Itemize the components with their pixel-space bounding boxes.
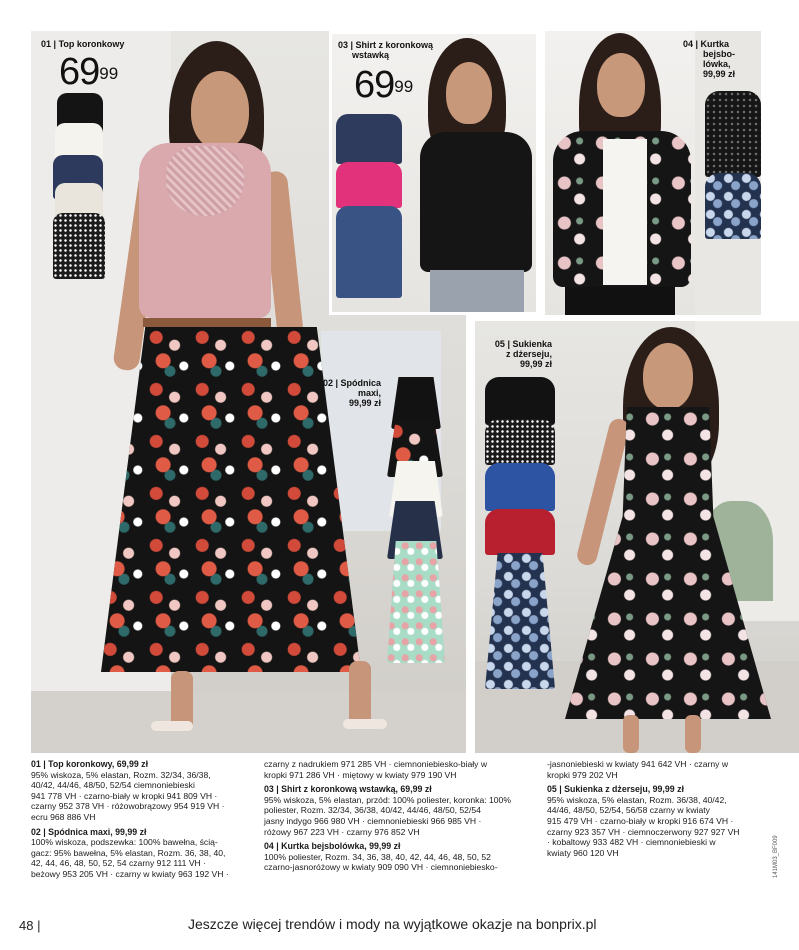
product-label-01: 01 | Top koronkowy bbox=[41, 39, 125, 49]
description-title: 05 | Sukienka z dżerseju, 99,99 zł bbox=[547, 784, 684, 795]
description-title: 02 | Spódnica maxi, 99,99 zł bbox=[31, 826, 147, 837]
description-column-3: -jasnoniebieski w kwiaty 941 642 VH · czarny w kropki 979 202 VH 05 | Sukienka z dżerseju, 99,99 zł 95% wiskoza, 5% elastan, Rozm. 36/38, 40/42, 44/46, 48/50, 52/54, 56/58 czarny w kwiaty 915 479 VH · czarno-biały w kropki 916 674 VH · czarny 923 357 VH · ciemnoczerwony 927 927 VH · kobaltowy 933 482 VH · ciemnoniebieski w kwiaty 960 120 VH bbox=[547, 759, 767, 858]
belt bbox=[143, 318, 271, 327]
dress-variant-black bbox=[485, 377, 555, 425]
description-title: 01 | Top koronkowy, 69,99 zł bbox=[31, 759, 149, 769]
model-legs-right bbox=[349, 661, 371, 726]
dress-variant-cobalt bbox=[485, 463, 555, 511]
jeans bbox=[430, 270, 524, 315]
shirt-variant-navy bbox=[336, 114, 402, 164]
pavement bbox=[31, 691, 466, 753]
catalog-code: 141M03_BF009 bbox=[773, 835, 779, 878]
shirt-variant-indigo bbox=[336, 206, 402, 298]
product-name: Top koronkowy bbox=[58, 39, 125, 49]
sandal-right bbox=[343, 719, 387, 729]
model-face bbox=[191, 71, 249, 149]
description-column-1: 01 | Top koronkowy, 69,99 zł 95% wiskoza, 5% elastan, Rozm. 32/34, 36/38, 40/42, 44/46, 48/50, 52/54 ciemnoniebieski 941 778 VH · czarno-biały w kropki 941 809 VH · czarny 952 378 VH · różowobrązowy 954 919 VH · ecru 968 886 VH 02 | Spódnica maxi, 99,99 zł 100% wiskoza, podszewka: 100% bawełna, ścią- gacz: 95% bawełna, 5% elastan, Rozm. 36, 38, 40, 42, 44, 46, 48, 50, 52, 54 czarny 912 111 VH · beżowy 953 205 VH · czarny w kwiaty 963 192 VH · bbox=[31, 759, 253, 880]
shirt-variant-pink bbox=[336, 162, 402, 208]
photo-dress bbox=[475, 321, 799, 753]
black-trousers bbox=[565, 287, 675, 315]
page-number: 48 | bbox=[19, 918, 41, 933]
lace-yoke bbox=[166, 146, 244, 216]
photo-shirt bbox=[329, 31, 539, 315]
product-label-02: 02 | Spódnica maxi, 99,99 zł bbox=[322, 378, 381, 408]
model-legs bbox=[623, 715, 639, 753]
product-label-03: 03 | Shirt z koronkową wstawką bbox=[338, 40, 434, 60]
photo-jacket bbox=[545, 31, 761, 315]
product-price-03: $69^{99}$ bbox=[354, 64, 414, 106]
shirt-garment bbox=[420, 132, 532, 272]
product-price-01: $69^{99}$ bbox=[59, 51, 119, 93]
footer-tagline: Jeszcze więcej trendów i mody na wyjątkowe okazje na bonprix.pl bbox=[188, 916, 597, 932]
model-face bbox=[643, 343, 693, 409]
product-label-05: 05 | Sukienka z dżerseju, 99,99 zł bbox=[494, 339, 552, 369]
top-variant-dots bbox=[53, 213, 105, 279]
dress-variant-dots bbox=[485, 419, 555, 465]
model-face bbox=[597, 53, 645, 117]
product-number: 01 bbox=[41, 39, 52, 49]
skirt-variant-mint bbox=[387, 541, 445, 663]
description-title: 04 | Kurtka bejsbolówka, 99,99 zł bbox=[264, 841, 401, 852]
dress-variant-navy-floral bbox=[485, 553, 555, 689]
description-column-2: czarny z nadrukiem 971 285 VH · ciemnoniebiesko-biały w kropki 971 286 VH · miętowy w kwiaty 979 190 VH 03 | Shirt z koronkową wstawką, 69,99 zł 95% wiskoza, 5% elastan, przód: 100% poliester, koronka: 100% poliester, Rozm. 32/34, 36/38, 40/42, 44/46, 48/50, 52/54 jasny indygo 966 980 VH · ciemnoniebieski 966 985 VH · różowy 967 223 VH · czarny 976 852 VH 04 | Kurtka bejsbolówka, 99,99 zł 100% poliester, Rozm. 34, 36, 38, 40, 42, 44, 46, 48, 50, 52 czarno-jasnoróżowy w kwiaty 909 090 VH · ciemnoniebiesko- bbox=[264, 759, 540, 873]
description-title: 03 | Shirt z koronkową wstawką, 69,99 zł bbox=[264, 784, 432, 795]
product-label-04: 04 | Kurtka bejsbo- lówka, 99,99 zł bbox=[683, 39, 736, 79]
sandal-left bbox=[151, 721, 193, 731]
model-face bbox=[446, 62, 492, 124]
dress-variant-burgundy bbox=[485, 509, 555, 555]
white-tee bbox=[603, 139, 647, 285]
jacket-variant-black-floral bbox=[705, 91, 761, 177]
jacket-variant-navy-floral bbox=[705, 173, 761, 239]
model-legs-right bbox=[685, 715, 701, 753]
